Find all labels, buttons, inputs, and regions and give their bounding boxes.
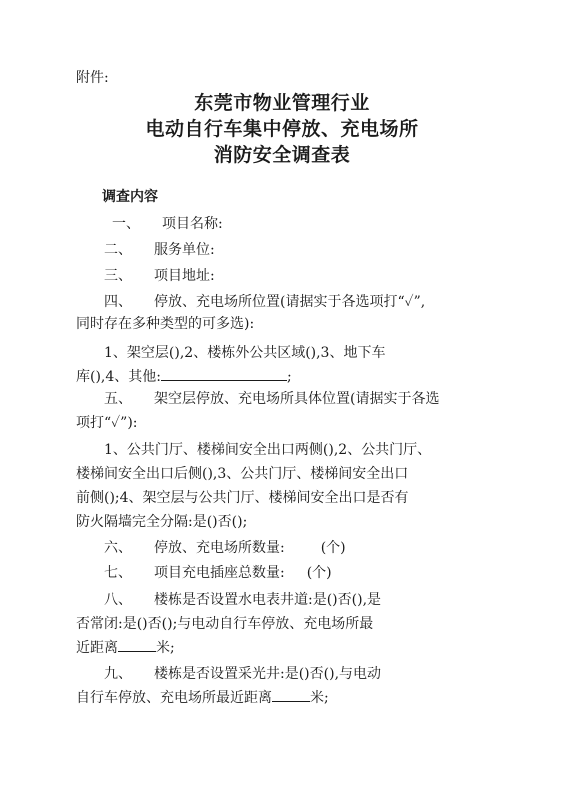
- item-9-distance-unit: 米;: [310, 690, 329, 706]
- item-2: [104, 239, 215, 259]
- item-3: [104, 265, 215, 285]
- item-6-text: 停放、充电场所数量:: [154, 540, 285, 556]
- item-5: [104, 388, 439, 408]
- item-9-text-a: 楼栋是否设置采光井:是()否(),与电动: [154, 666, 382, 682]
- distance-blank-8: [118, 637, 156, 652]
- item-4-text-a: 停放、充电场所位置(请据实于各选项打“✓”,: [154, 294, 426, 310]
- item-2-text: 服务单位:: [154, 242, 215, 258]
- item-4-option-b-text: 库(),4、其他:: [76, 369, 161, 385]
- item-8-distance-label: 近距离: [76, 640, 118, 656]
- item-4-option-line-a: 1、架空层(),2、楼栋外公共区域(),3、地下车: [104, 345, 386, 361]
- item-5-text-a: 架空层停放、充电场所具体位置(请据实于各选: [154, 391, 440, 407]
- section-heading: 调查内容: [102, 189, 158, 205]
- item-8-distance-unit: 米;: [156, 640, 175, 656]
- item-4-text-b: 同时存在多种类型的可多选):: [76, 316, 255, 332]
- item-5-option-line-c: 前侧();4、架空层与公共门厅、楼梯间安全出口是否有: [76, 490, 409, 506]
- item-1-text: 项目名称:: [162, 216, 223, 232]
- item-4-number: 四、: [104, 294, 132, 310]
- item-2-number: 二、: [104, 242, 132, 258]
- title-line-1: 东莞市物业管理行业: [194, 92, 370, 114]
- item-8: [104, 589, 381, 609]
- item-5-option-line-d: 防火隔墙完全分隔:是()否();: [76, 514, 248, 530]
- item-8-number: 八、: [104, 592, 132, 608]
- item-7-number: 七、: [104, 565, 132, 581]
- item-6-number: 六、: [104, 540, 132, 556]
- item-4-option-b-end: ;: [287, 369, 292, 385]
- item-9-distance-label: 自行车停放、充电场所最近距离: [76, 690, 272, 706]
- item-3-number: 三、: [104, 268, 132, 284]
- item-9: [104, 663, 381, 683]
- title-line-3: 消防安全调查表: [213, 144, 351, 166]
- item-9-number: 九、: [104, 666, 132, 682]
- other-blank: [161, 366, 287, 381]
- item-7-text: 项目充电插座总数量:: [154, 565, 285, 581]
- item-6: [104, 537, 346, 557]
- item-7-unit: (个): [306, 565, 332, 581]
- item-5-option-line-a: 1、公共门厅、楼梯间安全出口两侧(),2、公共门厅、: [104, 442, 432, 458]
- item-7: [104, 562, 332, 582]
- item-5-number: 五、: [104, 391, 132, 407]
- distance-blank-9: [272, 687, 310, 702]
- item-4-option-line-b: [76, 366, 292, 386]
- item-5-text-b: 项打“✓”):: [76, 415, 138, 431]
- item-1-number: 一、: [112, 216, 140, 232]
- item-5-option-line-b: 楼梯间安全出口后侧(),3、公共门厅、楼梯间安全出口: [76, 466, 409, 482]
- item-8-text-b: 否常闭:是()否();与电动自行车停放、充电场所最: [76, 616, 374, 632]
- item-8-text-a: 楼栋是否设置水电表井道:是()否(),是: [154, 592, 382, 608]
- attachment-label: 附件:: [76, 70, 109, 86]
- title-line-2: 电动自行车集中停放、充电场所: [145, 118, 419, 140]
- item-6-unit: (个): [320, 540, 346, 556]
- item-1: [112, 213, 223, 233]
- item-4: [104, 291, 425, 311]
- item-9-text-b: [76, 687, 329, 707]
- item-8-text-c: [76, 637, 175, 657]
- item-3-text: 项目地址:: [154, 268, 215, 284]
